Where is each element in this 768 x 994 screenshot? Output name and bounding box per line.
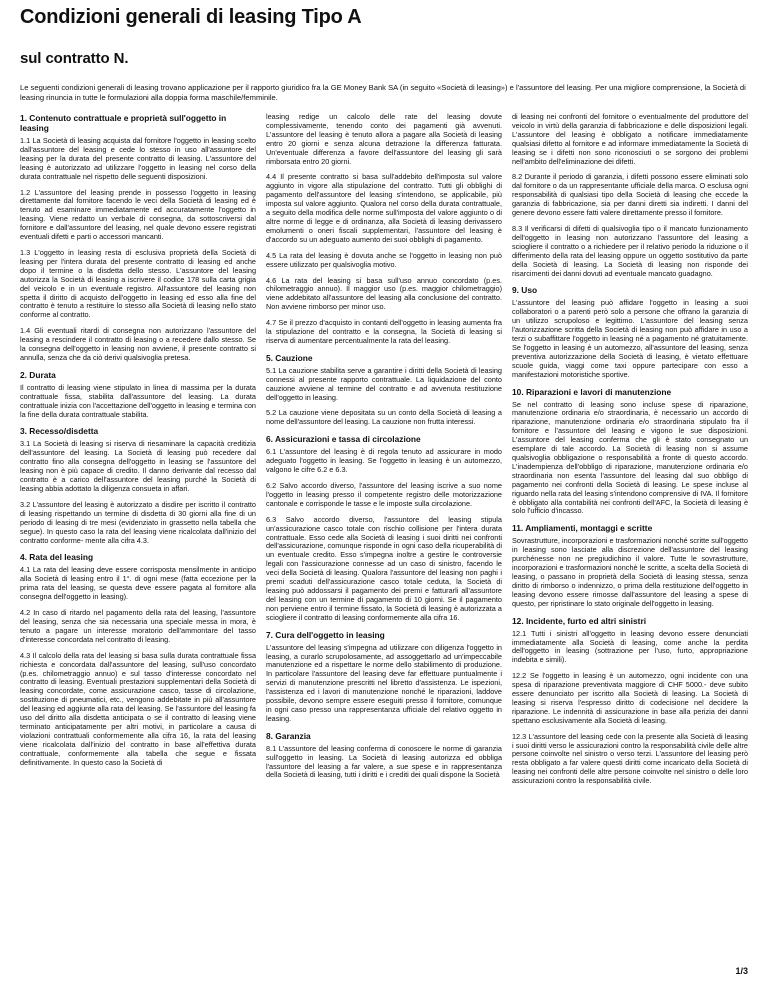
clause-2: Il contratto di leasing viene stipulato in linea di massima per la durata contrattuale fissa, stabilita dall'assuntore del leasing. La durata contrattuale inizia con l'accettazione dell'oggetto in leasing e termina con la fine della durata contrattuale stabilita.	[20, 382, 256, 419]
section-heading-7: 7. Cura dell'oggetto in leasing	[266, 629, 385, 640]
column-3	[512, 113, 748, 953]
clause-3-1: 3.1 La Società di leasing si riserva di riesaminare la capacità creditizia dell'assuntore del leasing. La Società di leasing può recedere dal contratto fino alla consegna dell'oggetto in leasing se l'assuntore del leasing non è più capace di credito. Il danno derivante dal recesso dal contratto è a carico dell'assuntore del leasing purché la Società di leasing abbia adottato la diligenza consueta in affari.	[20, 439, 256, 493]
clause-1-4: 1.4 Gli eventuali ritardi di consegna non autorizzano l'assuntore del leasing a rescindere il contratto di leasing o a recedere dallo stesso. Se la consegna dell'oggetto in leasing non avviene, il presente contratto si annulla, senza che da ciò derivi qualsivoglia pretesa.	[20, 326, 256, 362]
clause-4-3-continued: leasing redige un calcolo delle rate del leasing dovute complessivamente, tenendo conto dei pagamenti già avvenuti. L'assuntore del leasing è tenuto allora a pagare alla Società di leasing entro 20 giorni e senza alcuna detrazione la differenza fatturata. Un'eventuale differenza a favore dell'assuntore del leasing gli sarà rimborsata entro 20 giorni.	[266, 113, 502, 166]
column-1	[20, 113, 256, 953]
clause-8-2: 8.2 Durante il periodo di garanzia, i difetti possono essere eliminati solo dal fornitore o da un rappresentante ufficiale della marca. O esclusa ogni responsabilità di qualsiasi tipo della Società di leasing che eccede la garanzia di fabbricazione, sia per danni diretti sia indiretti. I danni del genere devono essere fatti valere direttamente presso il fornitore.	[512, 172, 748, 218]
clause-6-3: 6.3 Salvo accordo diverso, l'assuntore del leasing stipula un'assicurazione casco totale con rischio collisione per l'intera durata contrattuale. Esso cede alla Società di leasing i suoi diritti nei confronti dell'assicurazione, comunque risponde in ogni caso della ricuperabilità di un eventuale credito. Esso s'impegna inoltre a gestire le controversie legali con l'assicurazione connesse ad un caso di sinistro, facendo le veci della Società di leasing. Qualora l'assuntore del leasing non paghi i premi scaduti dell'assicurazione casco totale ceduta, la Società di leasing può addossarsi il pagamento dei premi e fatturarli all'assuntore del leasing con un termine di pagamento di 10 giorni. Se il pagamento non perviene entro il termine fissato, la Società di leasing è autorizzata a sciogliere il contratto di leasing conformemente alla cifra 16.	[266, 514, 502, 622]
clause-5-1: 5.1 La cauzione stabilita serve a garantire i diritti della Società di leasing connessi al presente rapporto contrattuale. La liquidazione del conto cauzione avviene al termine del contratto e ad avvenuta restituzione dell'oggetto in leasing.	[266, 365, 502, 402]
clause-1-3: 1.3 L'oggetto in leasing resta di esclusiva proprietà della Società di leasing per l'intera durata del presente contratto di leasing ed anche dopo il termine o la disdetta dello stesso. L'assuntore del leasing autorizza la Società di leasing a iscrivere il codice 178 sulla carta grigia del veicolo e in un eventuale registro. All'assuntore del leasing non spetta il diritto di acquisto dell'oggetto in leasing ed esso alla fine del contratto è tenuto a restituire lo stesso alla Società di leasing nello stato conforme al contratto.	[20, 247, 256, 320]
section-heading-8: 8. Garanzia	[266, 730, 311, 741]
clause-11: Sovrastrutture, incorporazioni e trasformazioni nonché scritte sull'oggetto in leasing sono lasciate alla discrezione dell'assuntore del leasing purchénesse non ne pregiudichino il valore. Tutte le sovrastrutture, incorporazioni e trasformazioni nonchè le scritte, a scelta della Società di leasing, o passano in proprietà della Società di leasing stessa, senza diritto di rimborso o indennizzo, o prima della restituzione dell'oggetto in leasing devono essere rimosse dall'assuntore del leasing a spese di questo, per ripristinare lo stato originale dell'oggetto in leasing.	[512, 536, 748, 608]
section-heading-6: 6. Assicurazioni e tassa di circolazione	[266, 434, 421, 445]
terms-columns	[20, 113, 748, 953]
clause-8-1-continued: di leasing nei confronti del fornitore o eventualmente del produttore del veicolo in virtù della garanzia di fabbricazione e delle disposizioni legali. L'assuntore del leasing è obbligato a notificare immediatamente qualsiasi difetto al fornitore e ad informare immediatamente la Società di leasing se i difetti non sono riconosciuti o se sorgono dei problemi nell'ambito dell'eliminazione dei difetti.	[512, 113, 748, 166]
clause-4-6: 4.6 La rata del leasing si basa sull'uso annuo concordato (p.es. chilometraggio annuo). Il maggior uso (p.es. maggior chilometraggio) viene addebitato all'assuntore del leasing alla conclusione del contratto. Non avviene rimborso per minor uso.	[266, 275, 502, 312]
document-page	[20, 0, 748, 994]
clause-12-3: 12.3 L'assuntore del leasing cede con la presente alla Società di leasing i suoi diritti verso le assicurazioni contro la responsabilità civile delle altre persone coinvolte nel sinistro o verso terzi. L'assuntore del leasing però resta obbligato a far valere questi diritti come incaricato della Società di leasing nei confronti delle altre persone coinvolte nel sinistro o delle loro assicurazioni contro la responsabilità civile.	[512, 731, 748, 786]
clause-9: L'assuntore del leasing può affidare l'oggetto in leasing a suoi collaboratori o a parenti però solo a persone che offrano la garanzia di un utilizzo scrupoloso e legittimo. L'assuntore del leasing senza l'autorizzazione scritta della Società di leasing non può affidare in uso a terzi o subaffittare l'oggetto in leasing né a pagamento né gratuitamente. Se l'oggetto in leasing è un automezzo, all'assuntore del leasing, senza preventiva autorizzazione della Società di leasing, è vietato effettuare scuole guida, viaggi come taxi oppure partecipare con esso a manifestazioni motoristiche sportive.	[512, 298, 748, 379]
column-2	[266, 113, 502, 953]
section-heading-4: 4. Rata del leasing	[20, 552, 94, 563]
document-title: Condizioni generali di leasing Tipo A	[20, 6, 362, 28]
clause-12-2: 12.2 Se l'oggetto in leasing è un automezzo, ogni incidente con una spesa di riparazione preventivata maggiore di CHF 5000.- deve subito essere denunciato per iscritto alla Società di leasing. La Società di leasing si riserva l'espresso diritto di codecisione nel decidere la riparazione. Le indennità di assicurazione in base alla perizia dei danni spettano esclusivamente alla Società di leasing.	[512, 671, 748, 725]
section-heading-10: 10. Riparazioni e lavori di manutenzione	[512, 386, 672, 397]
clause-8-3: 8.3 Il verificarsi di difetti di qualsivoglia tipo o il mancato funzionamento dell'oggetto in leasing non autorizzano l'assuntore del leasing a sciogliere il contratto o a richiedere per il relativo periodo la riduzione o il differimento della rata del leasing oppure un oggetto sostitutivo da parte della Società di leasing. La Società di leasing non risponde dei risarcimenti dei danni dovuti ad eventuale mancato guadagno.	[512, 223, 748, 278]
clause-5-2: 5.2 La cauzione viene depositata su un conto della Società di leasing a nome dell'assuntore del leasing. La cauzione non frutta interessi.	[266, 408, 502, 427]
clause-4-2: 4.2 In caso di ritardo nel pagamento della rata del leasing, l'assuntore del leasing, senza che sia necessaria una speciale messa in mora, è tenuto a pagare un interesse moratorio dell'ammontare del tasso d'interesse concordata nel contratto di leasing.	[20, 608, 256, 644]
clause-8-1: 8.1 L'assuntore del leasing conferma di conoscere le norme di garanzia sull'oggetto in leasing. La Società di leasing autorizza ed obbliga l'assuntore del leasing a far valere, a sue spese e in rappresentanza della Società di leasing, tutti i diritti e i crediti dei quali dispone la Società	[266, 743, 502, 780]
clause-6-2: 6.2 Salvo accordo diverso, l'assuntore del leasing iscrive a suo nome l'oggetto in leasing presso il competente registro delle motorizzazione cantonale e corrisponde le tasse e le imposte sulla circolazione.	[266, 481, 502, 508]
clause-4-4: 4.4 Il presente contratto si basa sull'addebito dell'imposta sul valore aggiunto in vigore alla stipulazione del contratto. Tutti gli obblighi di pagamento dell'assuntore del leasing s'intendono, se applicabile, più imposta sul valore aggiunto. Qualora nel corso della durata contrattuale, a seguito della modifica delle norme sull'imposta del valore aggiunto o di altre norme di legge e di ordinanza, alla Società di leasing derivassero emolumenti o oneri fiscali supplementari, l'assuntore del leasing è d'accordo su un adeguato aumento dei suoi obblighi di pagamento.	[266, 172, 502, 244]
section-heading-1: 1. Contenuto contrattuale e proprietà sull'oggetto in leasing	[20, 113, 227, 133]
clause-1-1: 1.1 La Società di leasing acquista dal fornitore l'oggetto in leasing scelto dall'assuntore del leasing e cede lo stesso in uso all'assuntore del leasing per la durata del presente contratto di leasing. L'assuntore del leasing è autorizzato ad utilizzare l'oggetto in leasing nel corso della durata contrattuale nel rispetto delle seguenti disposizioni.	[20, 136, 256, 181]
clause-4-7: 4.7 Se il prezzo d'acquisto in contanti dell'oggetto in leasing aumenta fra la stipulazione del contratto e la consegna, la Società di leasing si riserva di aumentare percentualmente la rata del leasing.	[266, 318, 502, 345]
clause-6-1: 6.1 L'assuntore del leasing è di regola tenuto ad assicurare in modo adeguato l'oggetto in leasing. Se l'oggetto in leasing è un automezzo, valgono le cifre 6.2 e 6.3.	[266, 447, 502, 475]
clause-7: L'assuntore del leasing s'impegna ad utilizzare con diligenza l'oggetto in leasing, a curarlo scrupolosamente, ad assoggettarlo ad un'impeccabile manutenzione ed a rispettare le norme dello stabilimento di produzione. In particolare l'assuntore del leasing deve far effettuare puntualmente i servizi di manutenzione prescritti nel libretto d'assistenza. Le ispezioni, l'assistenza ed i lavori di manutenzione nonché le riparazioni, laddove possibile, devono sempre essere eseguiti presso il fornitore, comunque in ogni caso presso una rappresentanza ufficiale del relativo oggetto in leasing.	[266, 642, 502, 723]
page-number: 1/3	[735, 966, 748, 976]
intro-paragraph: Le seguenti condizioni generali di leasing trovano applicazione per il rapporto giuridico fra la GE Money Bank SA (in seguito «Società di leasing») e l'assuntore del leasing. Per una migliore comprensione, la Società di leasing rinuncia in tutte le formulazioni alla doppia forma maschile/femminile.	[20, 83, 746, 102]
contract-number-heading: sul contratto N.	[20, 50, 129, 67]
clause-12-1: 12.1 Tutti i sinistri all'oggetto in leasing devono essere denunciati immediatamente alla Società di leasing, come anche la perdita dell'oggetto in leasing (sottrazione per l'uso, furto, appropriazione indebita e simili).	[512, 628, 748, 665]
clause-4-3: 4.3 Il calcolo della rata del leasing si basa sulla durata contrattuale fissa richiesta e concordata dall'assuntore del leasing, sull'uso concordato (p.es. chilometraggio annuo) e sul tasso d'interesse concordato nel contratto di leasing. Eventuali prestazioni supplementari della Società di leasing concordate, come assicurazione casco, tasse di circolazione, sostituzione di pneumatici, etc., vengono addebitate in più all'assuntore del leasing ed aggiunte alla rata del leasing. Se l'assuntore del leasing fa uso del diritto alla disdetta anticipata o se il contratto di leasing viene terminato anticipatamente per altri motivi, in particolare a causa di violazioni contrattuali conformemente alla cifra 16, la rata del leasing viene ricalcolata dall'inizio del contratto in base all'effettiva durata contrattuale, conformemente alla tabella che segue e fissata definitivamente. In questo caso la Società di	[20, 650, 256, 767]
clause-4-5: 4.5 La rata del leasing è dovuta anche se l'oggetto in leasing non può essere utilizzato per qualsivoglia motivo.	[266, 250, 502, 269]
clause-1-2: 1.2 L'assuntore del leasing prende in possesso l'oggetto in leasing direttamente dal fornitore facendo le veci della Società di leasing ed è tenuto ad esaminare immediatamente ed accuratamente l'oggetto in leasing. Viene redatto un verbale di consegna, da sottoscriversi dal fornitore e dall'assuntore del leasing, nel quale devono essere registrati eventuali difetti e parti o accessori mancanti.	[20, 187, 256, 242]
section-heading-3: 3. Recesso/disdetta	[20, 426, 99, 437]
section-heading-5: 5. Cauzione	[266, 352, 313, 363]
clause-3-2: 3.2 L'assuntore del leasing è autorizzato a disdire per iscritto il contratto di leasing rispettando un termine di disdetta di 30 giorni alla fine di un periodo di leasing di tre mesi (evidenziato in grassetto nella tabella che segue). In questo caso la rata del leasing viene ricalcolata dall'inizio del contratto conforme- mente alla cifra 4.3.	[20, 499, 256, 545]
clause-10: Se nel contratto di leasing sono incluse spese di riparazione, manutenzione ordinaria e/o straordinaria, è necessario un accordo di riparazione, manutenzione ordinaria e/o straordinaria stipulato fra il fornitore e l'assuntore del leasing e vigono le sue disposizioni. L'assuntore del leasing conferma che gli è stato consegnato un esemplare di tale accordo. La Società di leasing non si assume qualsivoglia obbligazione o responsabilità a fronte di questo accordo. L'inadempienza dell'obbligo di riparazione, manutenzione ordinaria e/o straordinaria non esenta l'assuntore del leasing dal suo obbligo di pagamento nei confronti della Società di leasing. Le spese incluse al riguardo nella rata del leasing s'intendono comprensive di IVA. Il fornitore è obbligato alla contabilità nei confronti dell'AFC, la Società di leasing è solo l'ufficio d'incasso.	[512, 399, 748, 516]
section-heading-11: 11. Ampliamenti, montaggi e scritte	[512, 523, 653, 534]
section-heading-12: 12. Incidente, furto ed altri sinistri	[512, 615, 647, 626]
section-heading-2: 2. Durata	[20, 369, 56, 380]
clause-4-1: 4.1 La rata del leasing deve essere corrisposta mensilmente in anticipo alla Società di leasing entro il 1°. di ogni mese (fatta eccezione per la prima rata del leasing, se questa deve essere pagata al fornitore alla consegna dell'oggetto in leasing).	[20, 565, 256, 602]
section-heading-9: 9. Uso	[512, 285, 538, 296]
